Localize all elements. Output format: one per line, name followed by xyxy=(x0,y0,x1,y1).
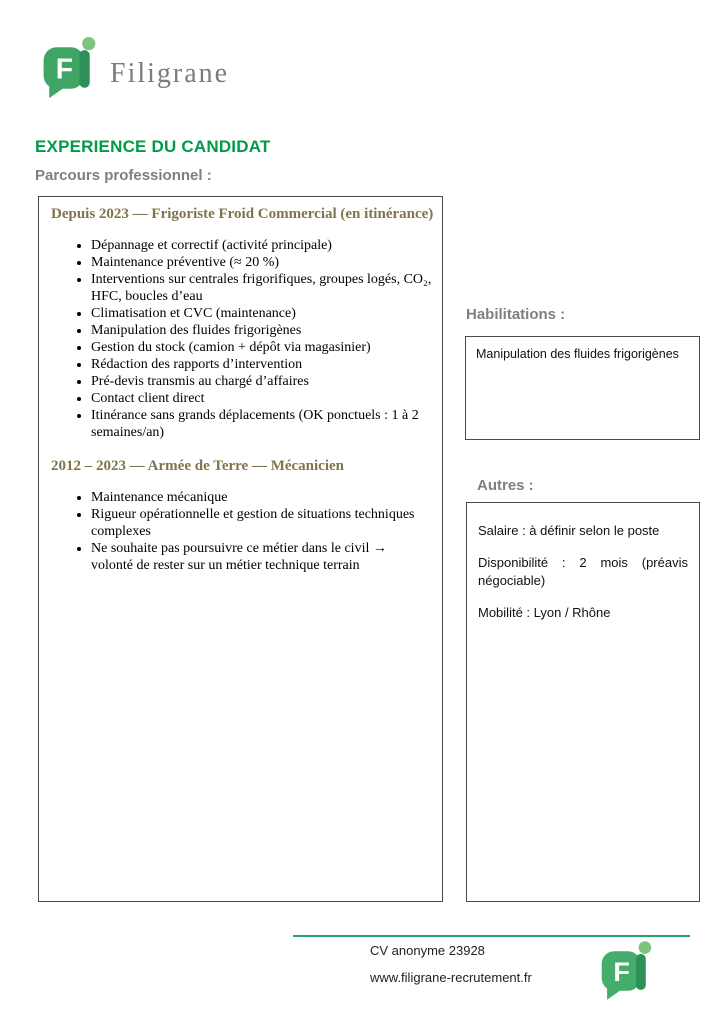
filigrane-logo-icon-footer xyxy=(599,938,653,1004)
job-bullet: • Dépannage et correctif (activité principale) xyxy=(91,237,434,254)
svg-text:F: F xyxy=(55,52,74,85)
job-entry-previous xyxy=(51,457,434,574)
brand-name: Filigrane xyxy=(110,58,230,89)
parcours-box xyxy=(38,196,443,902)
job-bullet: • Manipulation des fluides frigorigènes xyxy=(91,322,434,339)
autres-box xyxy=(466,502,700,902)
autres-line: Salaire : à définir selon le poste xyxy=(478,523,660,538)
habilitations-box xyxy=(465,336,700,440)
job-bullet: • Pré-devis transmis au chargé d’affaires xyxy=(91,373,434,390)
footer-divider-line xyxy=(293,935,690,937)
job-bullet: • Contact client direct xyxy=(91,390,434,407)
habilitation-item: Manipulation des fluides frigorigènes xyxy=(476,347,679,361)
job-bullet-list xyxy=(51,237,434,441)
autres-line: Mobilité : Lyon / Rhône xyxy=(478,604,611,620)
job-bullet: • Rigueur opérationnelle et gestion de situations techniques complexes xyxy=(91,506,434,540)
parcours-heading: Parcours professionnel : xyxy=(35,167,212,184)
brand-header xyxy=(40,36,229,100)
job-title: 2012 – 2023 — Armée de Terre — Mécanicien xyxy=(51,458,344,474)
job-bullet: • Maintenance préventive (≈ 20 %) xyxy=(91,254,434,271)
job-bullet: • Interventions sur centrales frigorifiques, groupes logés, CO₂, HFC, boucles d’eau xyxy=(91,271,434,305)
job-bullet-list xyxy=(51,489,434,574)
experience-section-title: EXPERIENCE DU CANDIDAT xyxy=(35,137,271,156)
cv-reference: CV anonyme 23928 xyxy=(370,943,485,958)
job-bullet: • Itinérance sans grands déplacements (OK ponctuels : 1 à 2 semaines/an) xyxy=(91,407,434,441)
job-bullet: • Climatisation et CVC (maintenance) xyxy=(91,305,434,322)
job-title: Depuis 2023 — Frigoriste Froid Commercial (en itinérance) xyxy=(51,206,434,222)
filigrane-logo-icon xyxy=(40,36,98,100)
autres-line: Disponibilité : 2 mois (préavis négociable) xyxy=(478,554,688,588)
job-bullet: • Gestion du stock (camion + dépôt via magasinier) xyxy=(91,339,434,356)
job-bullet: • Rédaction des rapports d’intervention xyxy=(91,356,434,373)
website-url: www.filigrane-recrutement.fr xyxy=(370,970,532,985)
job-entry-current xyxy=(51,205,434,441)
job-bullet: • Maintenance mécanique xyxy=(91,489,434,506)
habilitations-heading: Habilitations : xyxy=(466,306,566,323)
autres-heading: Autres : xyxy=(477,477,534,494)
job-bullet: • Ne souhaite pas poursuivre ce métier dans le civil → volonté de rester sur un métier technique terrain xyxy=(91,540,434,574)
svg-text:F: F xyxy=(613,956,630,987)
